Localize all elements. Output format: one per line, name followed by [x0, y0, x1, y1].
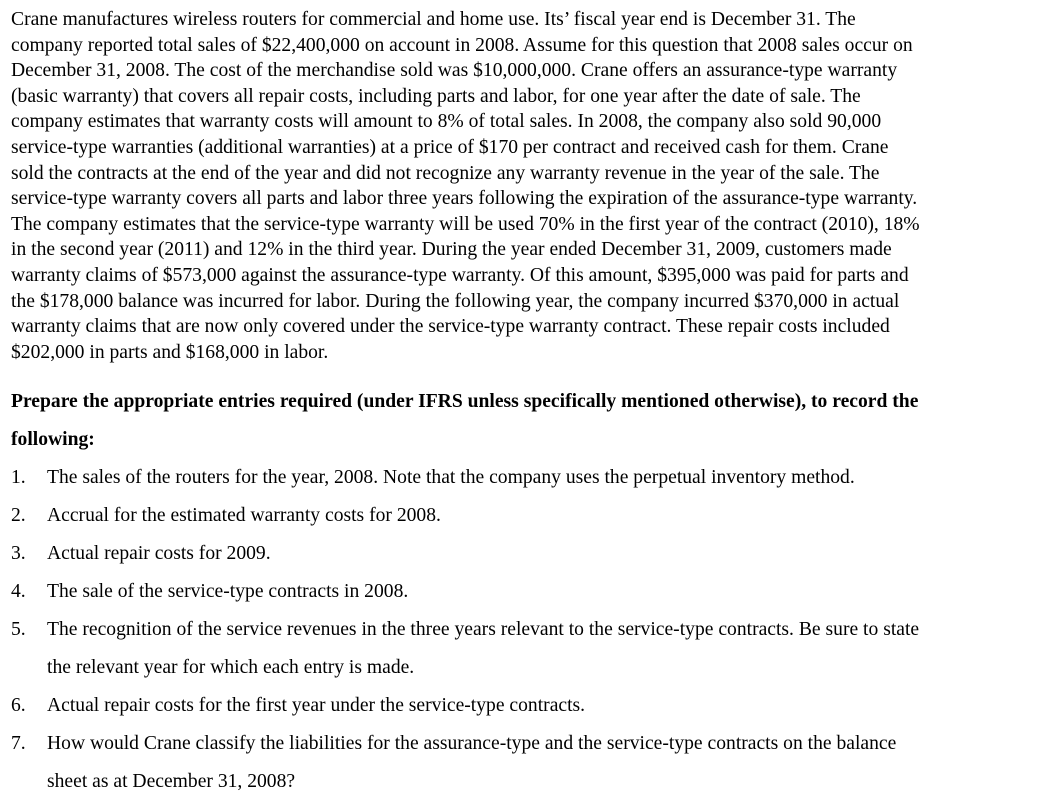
- question-text-continuation: sheet as at December 31, 2008?: [47, 771, 296, 792]
- question-text-continuation: the relevant year for which each entry is made.: [47, 657, 415, 678]
- question-number: 1.: [11, 467, 26, 488]
- question-number: 2.: [11, 505, 26, 526]
- question-text: Actual repair costs for the first year under the service-type contracts.: [47, 695, 586, 716]
- question-item-7: [0, 725, 1040, 801]
- question-number: 5.: [11, 619, 26, 640]
- question-text: The sales of the routers for the year, 2008. Note that the company uses the perpetual inventory method.: [47, 467, 855, 488]
- question-item-3: [0, 535, 1040, 573]
- instruction-line: following:: [11, 429, 95, 450]
- instruction-heading: [11, 383, 1041, 459]
- intro-line: service-type warranties (additional warranties) at a price of $170 per contract and received cash for them. Crane: [11, 136, 889, 158]
- intro-line: company estimates that warranty costs will amount to 8% of total sales. In 2008, the company also sold 90,000: [11, 111, 882, 133]
- question-number: 4.: [11, 581, 26, 602]
- question-text: The sale of the service-type contracts in 2008.: [47, 581, 409, 602]
- problem-statement: [11, 7, 1041, 365]
- question-item-5: [0, 611, 1040, 687]
- question-text: Actual repair costs for 2009.: [47, 543, 271, 564]
- question-number: 6.: [11, 695, 26, 716]
- intro-line: sold the contracts at the end of the year and did not recognize any warranty revenue in the year of the sale. The: [11, 162, 880, 184]
- intro-line: $202,000 in parts and $168,000 in labor.: [11, 341, 329, 363]
- intro-line: Crane manufactures wireless routers for commercial and home use. Its’ fiscal year end is December 31. The: [11, 9, 856, 30]
- question-item-1: [0, 459, 1040, 497]
- question-item-4: [0, 573, 1040, 611]
- question-number: 7.: [11, 733, 26, 754]
- intro-line: (basic warranty) that covers all repair costs, including parts and labor, for one year after the date of sale. The: [11, 85, 861, 107]
- instruction-line: Prepare the appropriate entries required (under IFRS unless specifically mentioned otherwise), to record the: [11, 391, 919, 412]
- question-item-6: [0, 687, 1040, 725]
- question-text: How would Crane classify the liabilities for the assurance-type and the service-type contracts on the balance: [47, 733, 897, 754]
- intro-line: company reported total sales of $22,400,000 on account in 2008. Assume for this question that 2008 sales occur on: [11, 34, 913, 56]
- question-text: The recognition of the service revenues in the three years relevant to the service-type contracts. Be sure to state: [47, 619, 920, 640]
- intro-line: warranty claims that are now only covered under the service-type warranty contract. These repair costs included: [11, 316, 890, 338]
- intro-line: warranty claims of $573,000 against the assurance-type warranty. Of this amount, $395,000 was paid for parts and: [11, 264, 909, 286]
- intro-line: service-type warranty covers all parts and labor three years following the expiration of the assurance-type warranty.: [11, 188, 918, 210]
- question-list: [0, 459, 1040, 801]
- intro-line: The company estimates that the service-type warranty will be used 70% in the first year of the contract (2010), 18%: [11, 213, 920, 235]
- intro-line: in the second year (2011) and 12% in the third year. During the year ended December 31, 2009, customers made: [11, 239, 892, 261]
- intro-line: the $178,000 balance was incurred for labor. During the following year, the company incurred $370,000 in actual: [11, 290, 900, 312]
- intro-line: December 31, 2008. The cost of the merchandise sold was $10,000,000. Crane offers an assurance-type warranty: [11, 60, 898, 82]
- question-text: Accrual for the estimated warranty costs for 2008.: [47, 505, 441, 526]
- question-item-2: [0, 497, 1040, 535]
- question-number: 3.: [11, 543, 26, 564]
